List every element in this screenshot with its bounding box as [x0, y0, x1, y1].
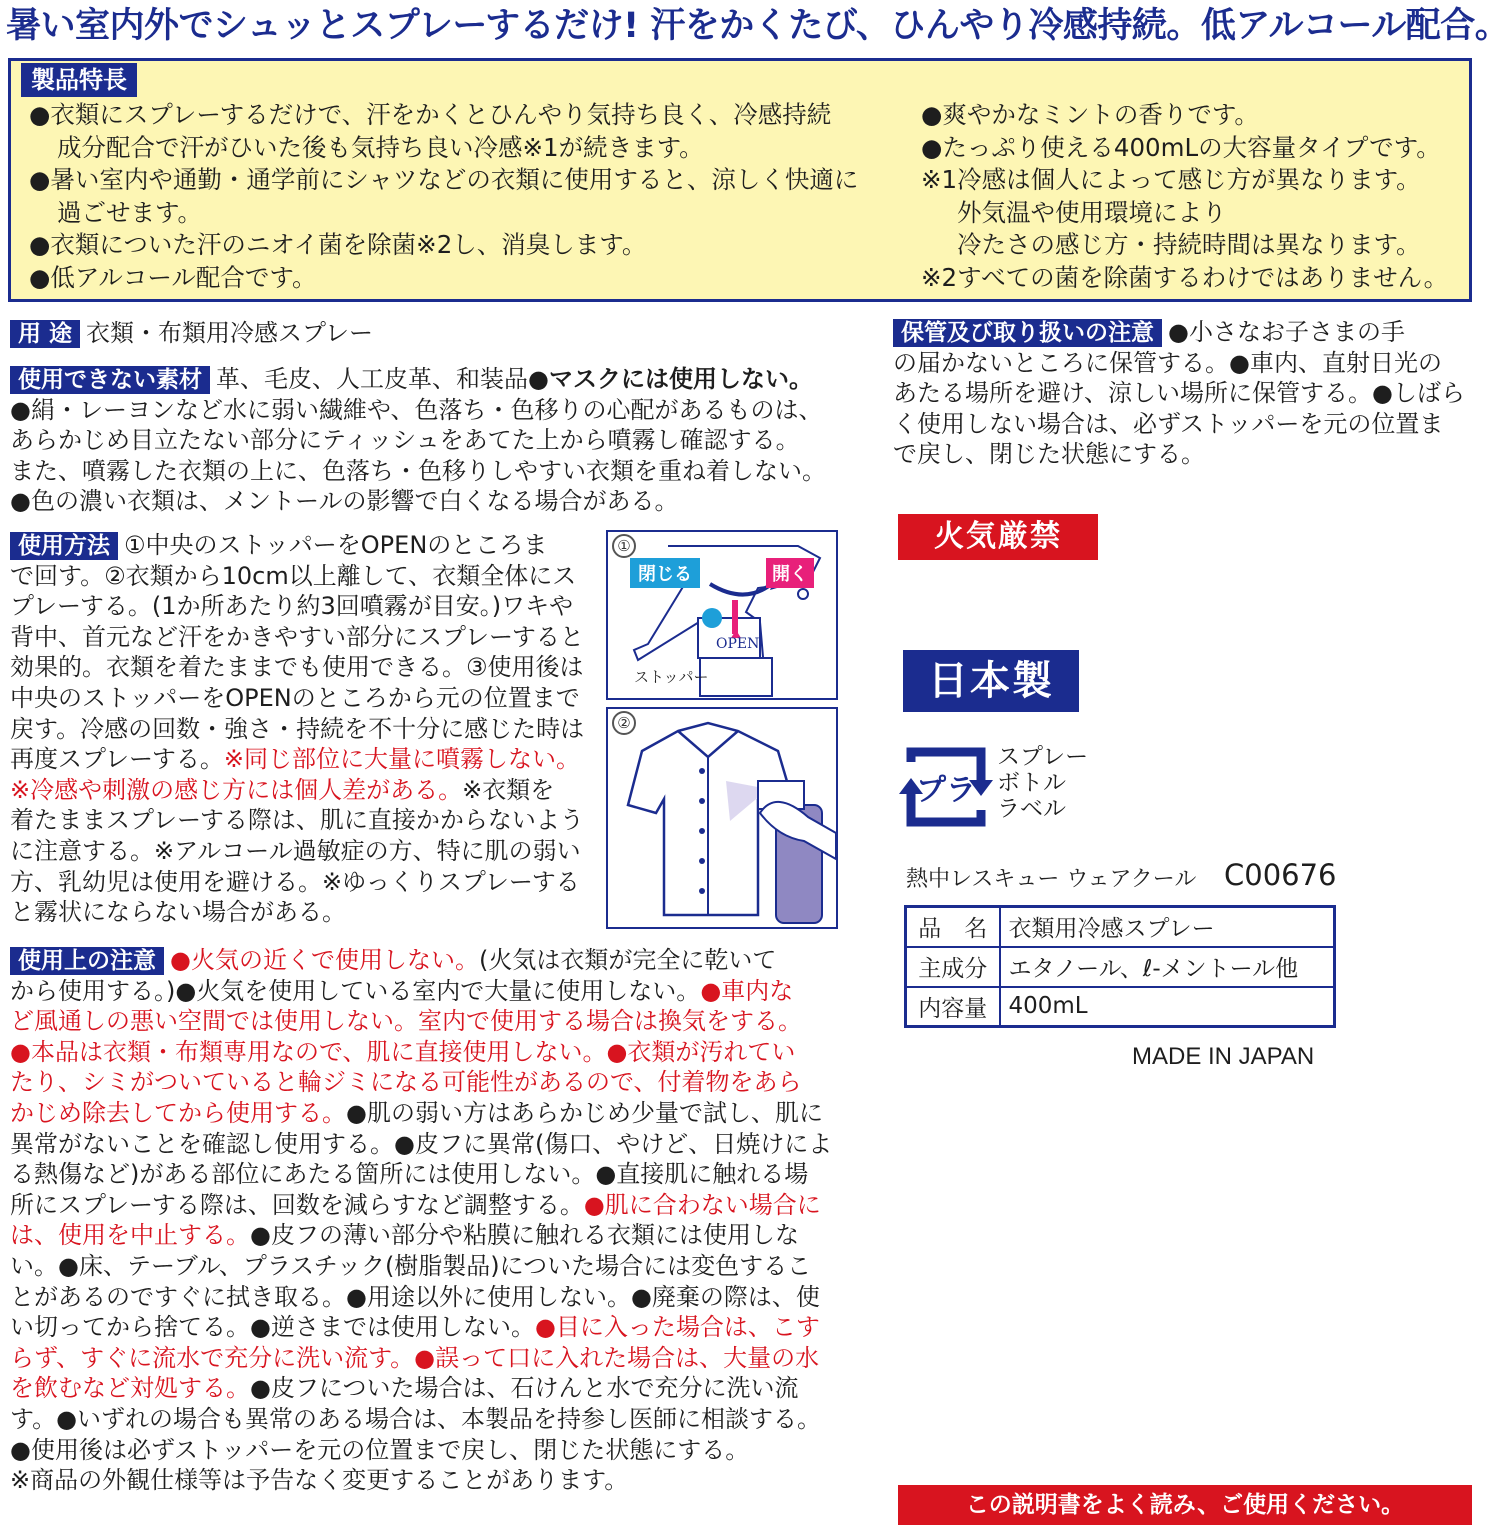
- recycle-part: スプレー: [997, 744, 1089, 770]
- caution-tag: 使用上の注意: [10, 947, 164, 975]
- spec-value: エタノール、ℓ-メントール他: [1000, 947, 1335, 987]
- caution-warning: ど風通しの悪い空間では使用しない。室内で使用する場合は換気をする。: [10, 1007, 802, 1036]
- feature-line: ●低アルコール配合です。: [29, 262, 317, 292]
- recycle-part: ラベル: [997, 796, 1066, 822]
- materials-line: ●絹・レーヨンなど水に弱い繊維や、色落ち・色移りの心配があるものは、: [10, 395, 823, 424]
- spec-value: 400mL: [1000, 987, 1335, 1027]
- spec-key: 主成分: [906, 947, 1000, 987]
- caution-text: 所にスプレーする際は、回数を減らすなど調整する。: [10, 1190, 584, 1219]
- caution-warning: ●車内な: [700, 976, 794, 1005]
- usage-text: 再度スプレーする。: [10, 745, 224, 774]
- feature-line: 成分配合で汗がひいた後も気持ち良い冷感※1が続きます。: [57, 132, 704, 162]
- shirt-illustration: [608, 709, 836, 927]
- caution-warning: ●肌に合わない場合に: [583, 1190, 821, 1219]
- feature-line: ●衣類についた汗のニオイ菌を除菌※2し、消臭します。: [29, 230, 647, 259]
- stopper-label: ストッパー: [634, 668, 709, 686]
- features-right: [921, 99, 1466, 294]
- step-number: ②: [612, 711, 636, 735]
- materials-tag: 使用できない素材: [10, 366, 210, 394]
- caution-section: [10, 945, 840, 1496]
- caution-warning: ●火気の近くで使用しない。: [170, 946, 479, 974]
- feature-line: ●衣類にスプレーするだけで、汗をかくとひんやり気持ち良く、冷感持続: [29, 100, 832, 129]
- caution-warning: を飲むなど対処する。: [10, 1374, 250, 1403]
- caution-warning: かじめ除去してから使用する。: [10, 1098, 346, 1127]
- usage-line: 戻す。冷感の回数・強さ・持続を不十分に感じた時は: [10, 714, 585, 743]
- purpose-tag: 用 途: [10, 320, 80, 348]
- caution-warning: たり、シミがついていると輪ジミになる可能性があるので、付着物をあら: [10, 1068, 802, 1097]
- usage-line: 背中、首元など汗をかきやすい部分にスプレーすると: [10, 622, 584, 651]
- storage-line: く使用しない場合は、必ずストッパーを元の位置ま: [893, 409, 1444, 438]
- usage-section: [10, 530, 600, 928]
- spec-key: 内容量: [906, 987, 1000, 1027]
- storage-line: あたる場所を避け、涼しい場所に保管する。●しばら: [893, 379, 1465, 408]
- caution-warning: ●目に入った場合は、こす: [534, 1313, 820, 1342]
- materials-line: ●色の濃い衣類は、メントールの影響で白くなる場合がある。: [10, 487, 679, 516]
- product-code: C00676: [1224, 858, 1337, 892]
- usage-line: 方、乳幼児は使用を避ける。※ゆっくりスプレーする: [10, 867, 580, 896]
- storage-section: [893, 317, 1473, 470]
- caution-line: す。●いずれの場合も異常のある場合は、本製品を持参し医師に相談する。: [10, 1404, 822, 1433]
- usage-line: 効果的。衣類を着たままでも使用できる。③使用後は: [10, 653, 584, 682]
- caution-text: い切ってから捨てる。●逆さまでは使用しない。: [10, 1313, 535, 1342]
- caution-line: い。●床、テーブル、プラスチック(樹脂製品)についた場合には変色するこ: [10, 1251, 812, 1280]
- storage-first: ●小さなお子さまの手: [1168, 318, 1405, 346]
- feature-line: 過ごせます。: [57, 197, 203, 227]
- materials-line: また、噴霧した衣類の上に、色落ち・色移りしやすい衣類を重ね着しない。: [10, 456, 826, 485]
- usage-line: プレーする。(1か所あたり約3回噴霧が目安。)ワキや: [10, 592, 574, 621]
- usage-warning: ※同じ部位に大量に噴霧しない。: [223, 745, 580, 774]
- recycle-mark-text: プラ: [916, 773, 976, 808]
- spec-value: 衣類用冷感スプレー: [1000, 907, 1335, 947]
- caution-line: 異常がないことを確認し使用する。●皮フに異常(傷口、やけど、日焼けによ: [10, 1129, 833, 1158]
- table-row: [906, 987, 1335, 1027]
- features-box: [8, 58, 1472, 302]
- stopper-diagram: [606, 530, 838, 700]
- mask-warning: ●マスクには使用しない。: [528, 365, 813, 393]
- caution-text: ●皮フの薄い部分や粘膜に触れる衣類には使用しな: [250, 1221, 799, 1250]
- made-in-japan-badge: 日本製: [903, 650, 1079, 712]
- spec-key: 品 名: [906, 907, 1000, 947]
- fire-warning-badge: 火気厳禁: [898, 514, 1098, 560]
- step-number: ①: [612, 534, 636, 558]
- caution-text: (火気は衣類が完全に乾いて: [478, 946, 777, 974]
- usage-tag: 使用方法: [10, 532, 118, 560]
- recycle-parts: [997, 744, 1088, 822]
- footnote-line: ※1冷感は個人によって感じ方が異なります。: [921, 165, 1421, 194]
- storage-line: で戻し、閉じた状態にする。: [893, 440, 1205, 469]
- plastic-recycle-icon: [903, 744, 989, 830]
- usage-warning: ※冷感や刺激の感じ方には個人差がある。: [10, 775, 463, 804]
- storage-tag: 保管及び取り扱いの注意: [893, 319, 1162, 347]
- caution-line: ※商品の外観仕様等は予告なく変更することがあります。: [10, 1466, 629, 1495]
- feature-line: ●暑い室内や通勤・通学前にシャツなどの衣類に使用すると、涼しく快適に: [29, 165, 859, 194]
- materials-section: [10, 364, 840, 517]
- footnote-line: 冷たさの感じ方・持続時間は異なります。: [957, 230, 1421, 259]
- storage-line: の届かないところに保管する。●車内、直射日光の: [893, 348, 1442, 377]
- table-row: [906, 947, 1335, 987]
- caution-text: ●皮フについた場合は、石けんと水で充分に洗い流: [250, 1374, 799, 1403]
- table-row: [906, 907, 1335, 947]
- caution-warning: は、使用を中止する。: [10, 1221, 250, 1250]
- purpose-section: [10, 318, 840, 349]
- usage-line: に注意する。※アルコール過敏症の方、特に肌の弱い: [10, 836, 581, 865]
- caution-warning: らず、すぐに流水で充分に洗い流す。: [10, 1343, 415, 1372]
- caution-text: から使用する。)●火気を使用している室内で大量に使用しない。: [10, 976, 701, 1005]
- open-label: 開く: [766, 558, 814, 588]
- features-tab: 製品特長: [21, 63, 137, 97]
- spec-table: [904, 905, 1336, 1028]
- caution-warning: ●誤って口に入れた場合は、大量の水: [414, 1343, 820, 1372]
- caution-warning: ●本品は衣類・布類専用なので、肌に直接使用しない。●衣類が汚れてい: [10, 1037, 796, 1066]
- features-left: [29, 99, 904, 294]
- spray-shirt-diagram: [606, 707, 838, 929]
- caution-line: る熱傷など)がある部位にあたる箇所には使用しない。●直接肌に触れる場: [10, 1160, 809, 1189]
- caution-line: とがあるのですぐに拭き取る。●用途以外に使用しない。●廃棄の際は、使: [10, 1282, 820, 1311]
- purpose-text: 衣類・布類用冷感スプレー: [86, 319, 374, 347]
- materials-line: あらかじめ目立たない部分にティッシュをあてた上から噴霧し確認する。: [10, 426, 800, 455]
- headline: 暑い室内外でシュッとスプレーするだけ! 汗をかくたび、ひんやり冷感持続。低アルコール配合。: [6, 6, 1509, 46]
- read-notice-banner: この説明書をよく読み、ご使用ください。: [898, 1485, 1472, 1525]
- usage-first: ①中央のストッパーをOPENのところま: [124, 531, 548, 559]
- materials-first: 革、毛皮、人工皮革、和装品: [216, 365, 528, 393]
- footnote-line: 外気温や使用環境により: [957, 197, 1227, 227]
- recycle-part: ボトル: [997, 770, 1066, 796]
- usage-line: と霧状にならない場合がある。: [10, 898, 346, 927]
- product-name: 熱中レスキュー ウェアクール: [906, 867, 1197, 892]
- feature-line: ●爽やかなミントの香りです。: [921, 100, 1259, 129]
- usage-line: で回す。②衣類から10cm以上離して、衣類全体にス: [10, 561, 577, 590]
- made-in-text: MADE IN JAPAN: [1132, 1043, 1315, 1070]
- usage-line: 中央のストッパーをOPENのところから元の位置まで: [10, 683, 580, 712]
- caution-line: ●使用後は必ずストッパーを元の位置まで戻し、閉じた状態にする。: [10, 1435, 750, 1464]
- open-marker: OPEN: [716, 636, 760, 652]
- footnote-line: ※2すべての菌を除菌するわけではありません。: [921, 262, 1449, 292]
- usage-line: 着たままスプレーする際は、肌に直接かからないよう: [10, 806, 584, 835]
- feature-line: ●たっぷり使える400mLの大容量タイプです。: [921, 132, 1441, 162]
- close-label: 閉じる: [630, 558, 700, 588]
- usage-text: ※衣類を: [462, 775, 555, 804]
- caution-text: ●肌の弱い方はあらかじめ少量で試し、肌に: [346, 1098, 823, 1127]
